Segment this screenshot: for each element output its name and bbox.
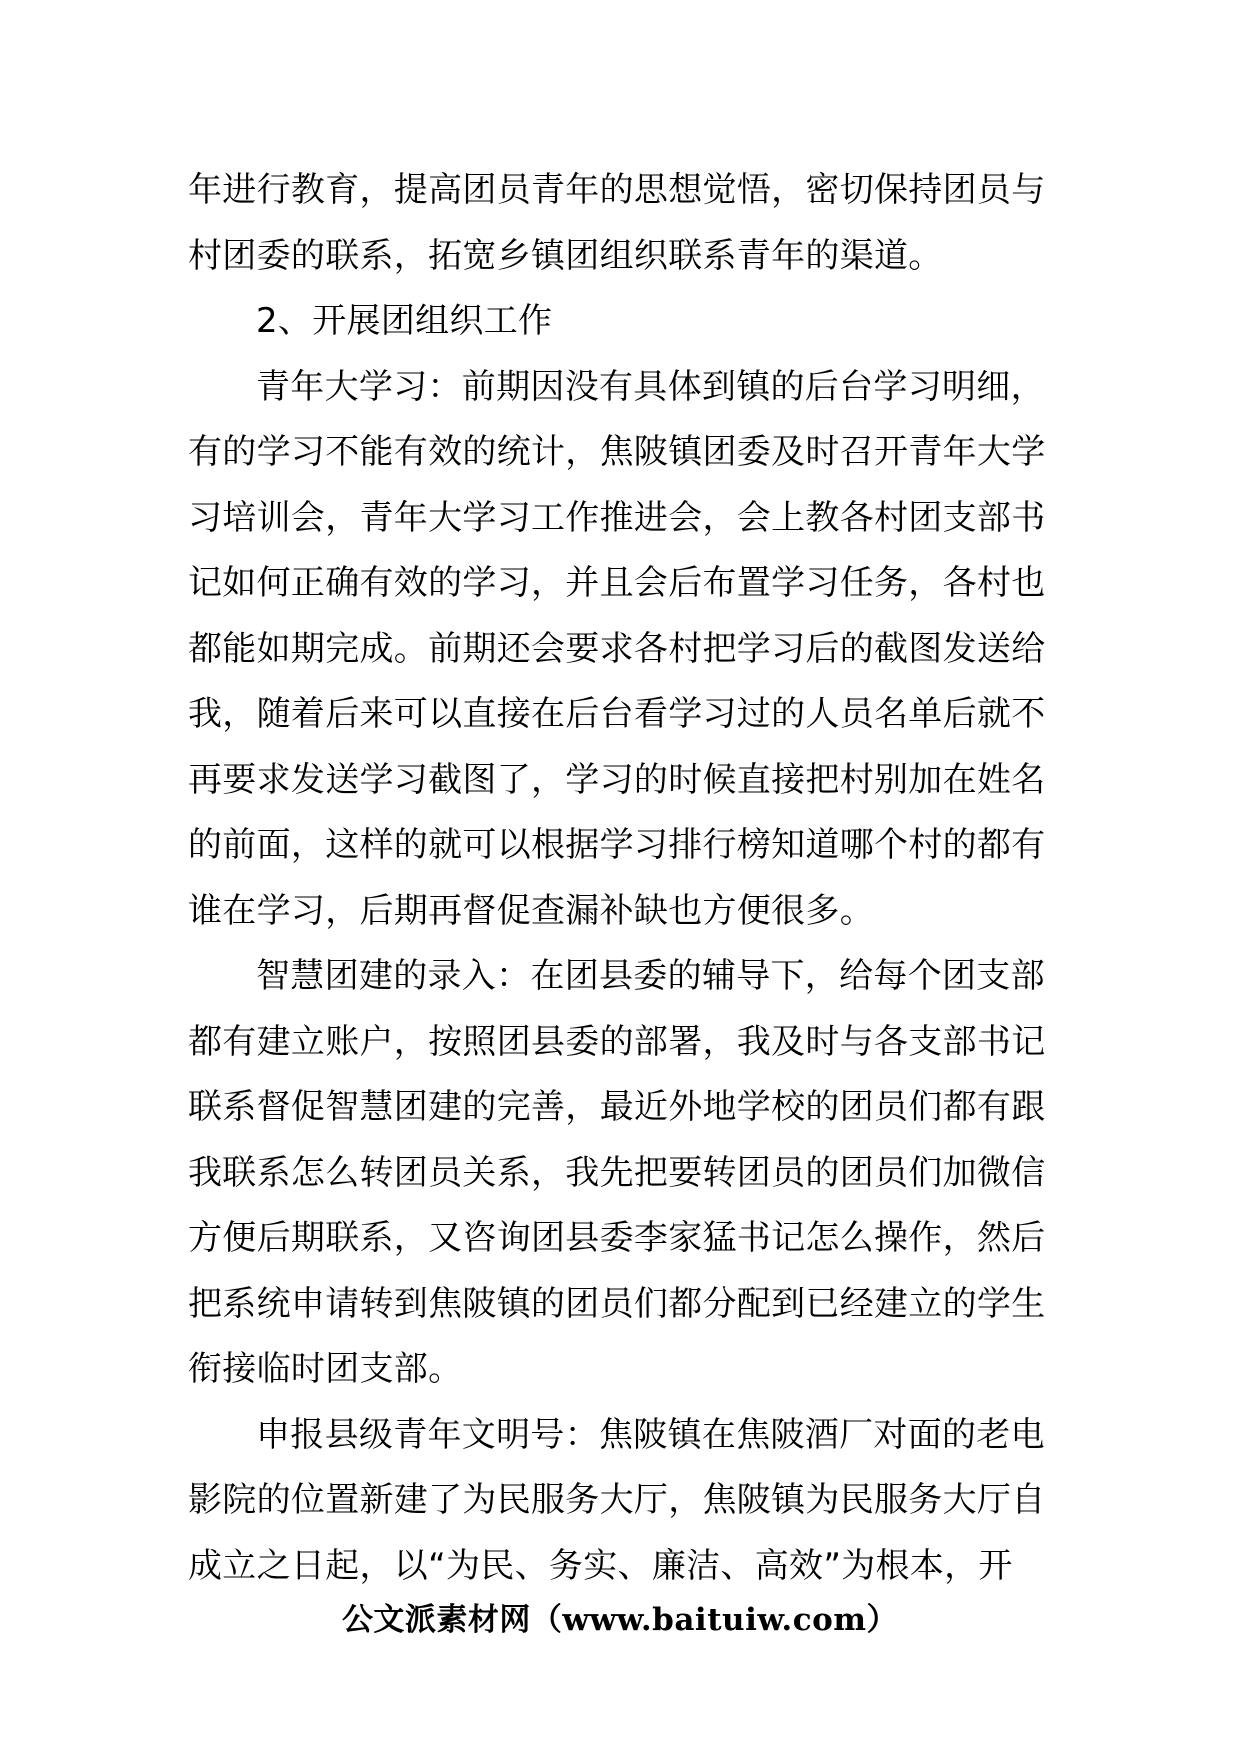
text-line: 衔接临时团支部。 (188, 1349, 463, 1389)
text-line: 智慧团建的录入：在团县委的辅导下，给每个团支部 (256, 956, 1045, 996)
text-line: 谁在学习，后期再督促查漏补缺也方便很多。 (188, 890, 874, 931)
text-line: 记如何正确有效的学习，并且会后布置学习任务，各村也 (188, 563, 1046, 603)
text-line: 村团委的联系，拓宽乡镇团组织联系青年的渠道。 (188, 235, 943, 276)
text-line: 有的学习不能有效的统计，焦陂镇团委及时召开青年大学 (188, 432, 1046, 472)
text-line: 都能如期完成。前期还会要求各村把学习后的截图发送给 (188, 628, 1046, 669)
text-line: 年进行教育，提高团员青年的思想觉悟，密切保持团员与 (188, 170, 1046, 210)
text-line: 我联系怎么转团员关系，我先把要转团员的团员们加微信 (188, 1152, 1046, 1193)
text-line: 方便后期联系，又咨询团县委李家猛书记怎么操作，然后 (188, 1218, 1046, 1258)
text-line: 成立之日起，以“为民、务实、廉洁、高效”为根本，开 (188, 1545, 1013, 1586)
text-line: 我，随着后来可以直接在后台看学习过的人员名单后就不 (188, 694, 1046, 734)
page-footer: 公文派素材网（www.baituiw.com） (341, 1602, 899, 1638)
text-line: 再要求发送学习截图了，学习的时候直接把村别加在姓名 (188, 759, 1046, 800)
text-line: 影院的位置新建了为民服务大厅，焦陂镇为民服务大厅自 (188, 1480, 1046, 1520)
text-line: 把系统申请转到焦陂镇的团员们都分配到已经建立的学生 (188, 1283, 1046, 1324)
section-heading: 2、开展团组织工作 (256, 301, 553, 341)
body-text (188, 158, 1056, 1599)
text-line: 申报县级青年文明号：焦陂镇在焦陂酒厂对面的老电 (256, 1414, 1045, 1455)
text-line: 联系督促智慧团建的完善，最近外地学校的团员们都有跟 (188, 1087, 1046, 1127)
text-line: 的前面，这样的就可以根据学习排行榜知道哪个村的都有 (188, 825, 1046, 865)
text-line: 习培训会，青年大学习工作推进会，会上教各村团支部书 (188, 497, 1046, 538)
text-line: 都有建立账户，按照团县委的部署，我及时与各支部书记 (188, 1021, 1046, 1062)
text-line: 青年大学习：前期因没有具体到镇的后台学习明细， (256, 366, 1045, 407)
